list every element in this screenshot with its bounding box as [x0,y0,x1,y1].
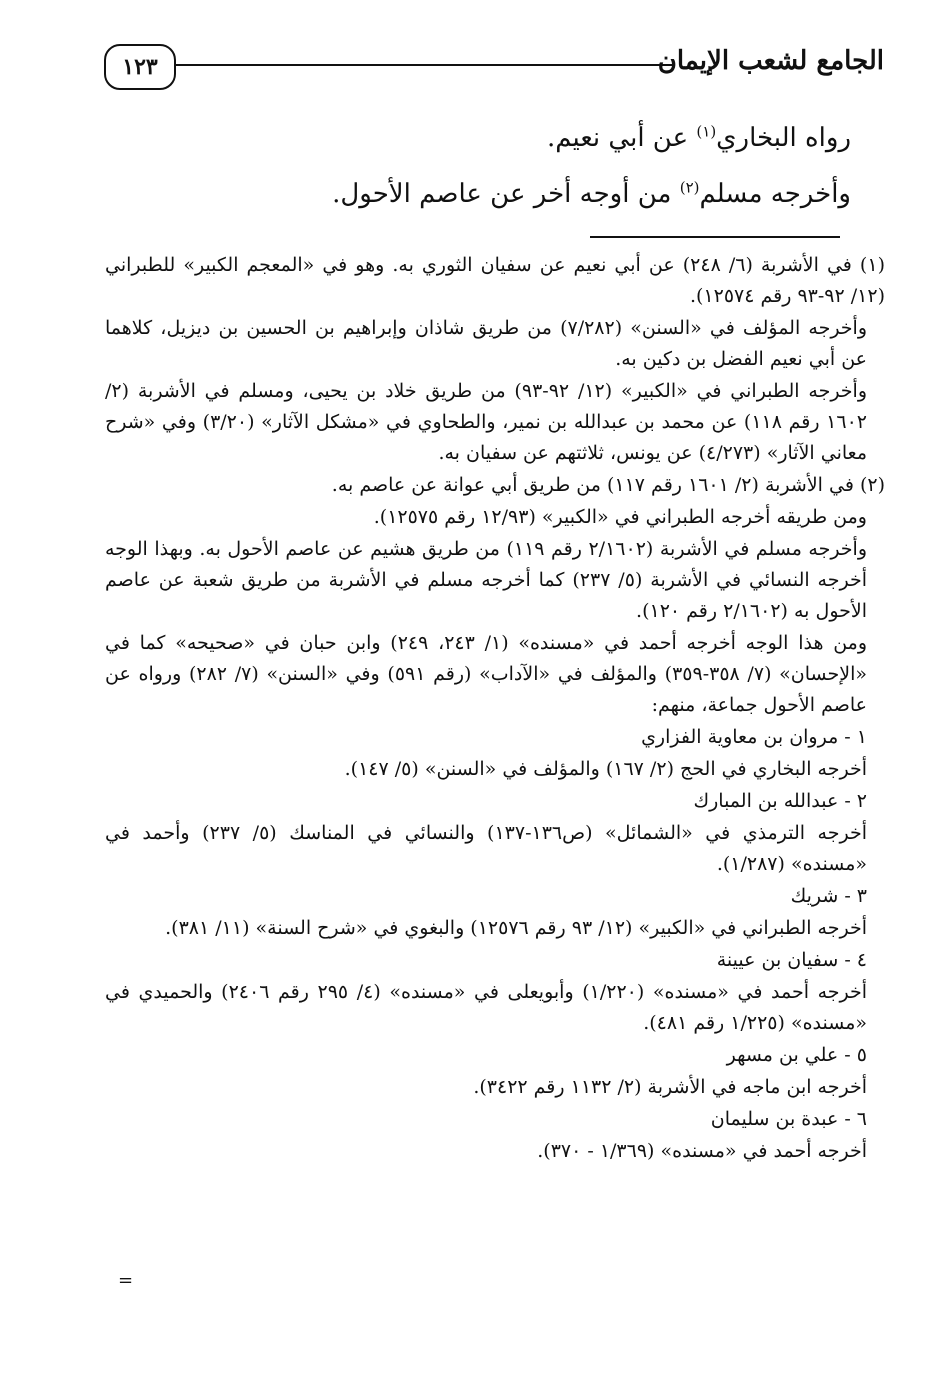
footnote-paragraph: ومن طريقه أخرجه الطبراني في «الكبير» (١٢/٩٣ رقم ١٢٥٧٥). [373,506,867,528]
footnote-paragraph: أخرجه البخاري في الحج (٢/ ١٦٧) والمؤلف في «السنن» (٥/ ١٤٧). [344,758,867,780]
narrator-heading: ٣ - شريك [790,885,867,907]
narrator-heading: ١ - مروان بن معاوية الفزاري [641,726,867,748]
footnote-paragraph: ومن هذا الوجه أخرجه أحمد في «مسنده» (١/ ٢٤٣، ٢٤٩) وابن حبان في «صحيحه» كما في «الإحسان» (٧/ ٣٥٨-٣٥٩) والمؤلف في «الآداب» (رقم ٥٩١) وفي «السنن» (٧/ ٢٨٢) ورواه عن عاصم الأحول جماعة، منهم: [105,632,868,716]
continuation-mark: = [118,1270,134,1291]
footnote-paragraph: أخرجه أحمد في «مسنده» (١/٣٦٩ - ٣٧٠). [537,1140,867,1162]
narrator-heading: ٢ - عبدالله بن المبارك [693,790,867,812]
footnote-paragraph: أخرجه الترمذي في «الشمائل» (ص١٣٦-١٣٧) والنسائي في المناسك (٥/ ٢٣٧) وأحمد في «مسنده» (١/٢٨٧). [105,822,867,875]
main-line-2-rest: من أوجه أخر عن عاصم الأحول. [332,179,680,209]
page-number: ١٢٣ [104,44,176,90]
main-line-1-rest: عن أبي نعيم. [546,123,697,153]
footnote-paragraph: وأخرجه الطبراني في «الكبير» (١٢/ ٩٢-٩٣) من طريق خلاد بن يحيى، ومسلم في الأشربة (٢/ ١٦٠٢ رقم ١١٨) عن محمد بن عبدالله بن نمير، والطحاوي في «مشكل الآثار» (٣/٢٠) وفي «شرح معاني الآثار» (٤/٢٧٣) عن يونس، ثلاثتهم عن سفيان به. [105,380,867,464]
main-line-2-text: وأخرجه مسلم [699,179,851,209]
page-header [104,40,884,100]
main-line-1 [121,110,851,166]
footnote-paragraph: وأخرجه المؤلف في «السنن» (٧/٢٨٢) من طريق شاذان وإبراهيم بن الحسين بن ديزيل، كلاهما عن أبي نعيم الفضل بن دكين به. [105,317,867,370]
narrator-heading: ٤ - سفيان بن عيينة [716,949,867,971]
main-text [121,110,851,222]
header-rule [176,64,674,66]
footnote-paragraph: أخرجه ابن ماجه في الأشربة (٢/ ١١٣٢ رقم ٣٤٢٢). [473,1076,867,1098]
main-line-2 [121,166,851,222]
narrator-heading: ٦ - عبدة بن سليمان [710,1108,867,1130]
book-title: الجامع لشعب الإيمان [657,46,884,76]
footnote-ref-1: (١) [696,122,717,141]
footnote-paragraph: أخرجه الطبراني في «الكبير» (١٢/ ٩٣ رقم ١٢٥٧٦) والبغوي في «شرح السنة» (١١/ ٣٨١). [165,917,867,939]
footnote-ref-2: (٢) [679,178,700,197]
footnotes [105,250,885,1168]
footnote-paragraph: أخرجه أحمد في «مسنده» (١/٢٢٠) وأبويعلى في «مسنده» (٤/ ٢٩٥ رقم ٢٤٠٦) والحميدي في «مسنده» (١/٢٢٥ رقم ٤٨١). [105,981,868,1034]
footnote-1: (١) في الأشربة (٦/ ٢٤٨) عن أبي نعيم عن سفيان الثوري به. وهو في «المعجم الكبير» للطبراني (١٢/ ٩٢-٩٣ رقم ١٢٥٧٤). [105,254,885,307]
footnote-2: (٢) في الأشربة (٢/ ١٦٠١ رقم ١١٧) من طريق أبي عوانة عن عاصم به. [331,474,885,496]
footnote-paragraph: وأخرجه مسلم في الأشربة (٢/١٦٠٢ رقم ١١٩) من طريق هشيم عن عاصم الأحول به. وبهذا الوجه أخرجه النسائي في الأشربة (٥/ ٢٣٧) كما أخرجه مسلم في الأشربة من طريق شعبة عن عاصم الأحول به (٢/١٦٠٢ رقم ١٢٠). [105,538,868,622]
main-line-1-text: رواه البخاري [716,123,851,153]
narrator-heading: ٥ - علي بن مسهر [726,1044,867,1066]
footnote-separator [590,236,840,238]
